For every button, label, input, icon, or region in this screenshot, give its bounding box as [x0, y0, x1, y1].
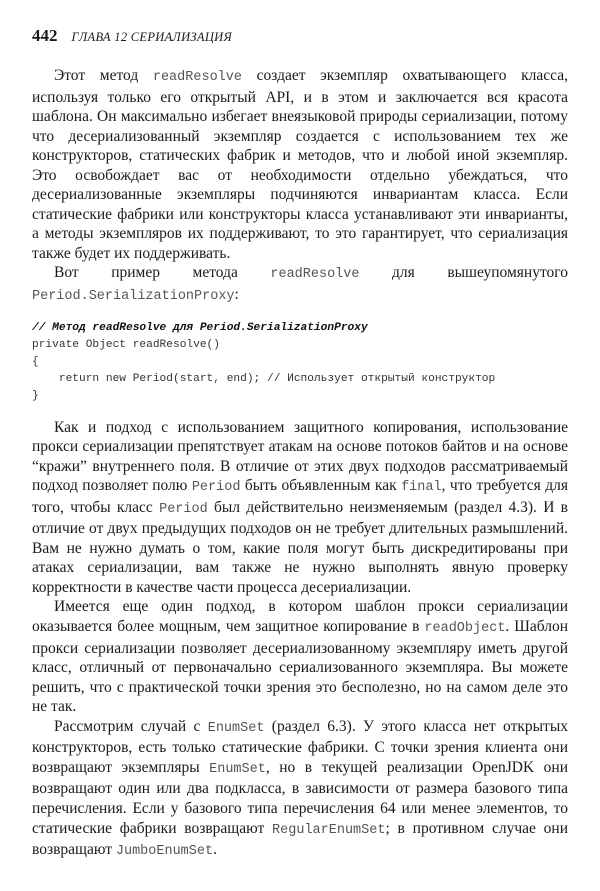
text: ; в противном случае они возвращают [32, 819, 568, 859]
inline-code: EnumSet [207, 720, 265, 736]
text: Как и подход с использованием защитного копирования, использование прокси сериализации препятствует атакам на основе потоков байтов и на основе “кражи” внутреннего поля. В отличие от этих двух подходов рассматриваемый подход позволяет полю [32, 418, 568, 495]
paragraph-4 [32, 597, 568, 716]
text: . [213, 841, 217, 859]
inline-code: readResolve [270, 267, 360, 283]
paragraph-5 [32, 717, 568, 862]
text: Этот метод [54, 67, 153, 84]
inline-code: Period.SerializationProxy [32, 289, 235, 305]
page-body [32, 66, 568, 862]
page-number: 442 [32, 26, 58, 45]
text: быть объявленным как [240, 477, 402, 495]
paragraph-3 [32, 418, 568, 598]
inline-code: EnumSet [209, 761, 266, 777]
text: Имеется еще один подход, в котором шаблон прокси сериализации оказывается более мощным, чем защитное копирование в [32, 598, 568, 636]
paragraph-1 [32, 66, 568, 263]
code-listing [32, 320, 568, 405]
paragraph-2 [32, 263, 568, 306]
text: . Шаблон прокси сериализации позволяет десериализованному экземпляру иметь другой класс, отличный от первоначально сериализованного экземпляра. Вы можете решить, что с практической точки зрения это бесполезно, но на самом деле это не так. [32, 618, 568, 716]
text: создает экземпляр охватывающего класса, используя только его открытый API, и в этом и заключается вся красота шаблона. Он максимально избегает внеязыковой природы сериализации, потому что десериализованный экземпляр создается с использованием тех же конструкторов, статических фабрик и методов, что и любой иной экземпляр. Это освобождает вас от необходимости отдельно убеждаться, что десериализованные экземпляры подчиняются инвариантам класса. Если статические фабрики или конструкторы класса устанавливают эти инварианты, а методы экземпляров их поддерживают, то это гарантирует, что сериализация также будет их поддерживать. [32, 67, 568, 262]
text: : [234, 286, 239, 304]
text: , что требуется для того, чтобы класс [32, 477, 569, 516]
inline-code: Period [191, 480, 241, 496]
text: был действительно неизменяемым (раздел 4.3). И в отличие от двух предыдущих подходов он не требует длительных размышлений. Вам не нужно думать о том, какие поля могут быть дискредитированы при атаках сериализации, вам также не нужно выполнять явную проверку корректности в качестве части процесса десериализации. [32, 498, 568, 596]
inline-code: Period [159, 501, 208, 517]
inline-code: RegularEnumSet [272, 822, 386, 838]
inline-code: readResolve [152, 70, 242, 85]
text: , но в текущей реализации OpenJDK они возвращают один или два подкласса, в зависимости от размера базового типа перечисления. Если у базового типа перечисления 64 или менее элементов, то статические фабрики возвращают [32, 758, 568, 837]
inline-code: JumboEnumSet [115, 844, 214, 860]
text: (раздел 6.3). У этого класса нет открытых конструкторов, есть только статические фабрики. С точки зрения клиента они возвращают экземпляры [32, 717, 568, 776]
text: Рассмотрим случай с [54, 717, 208, 735]
text: для вышеупомянутого [359, 264, 569, 282]
code-line: private Object readResolve() [32, 338, 220, 351]
inline-code: readObject [424, 621, 506, 637]
code-line: { [32, 355, 39, 368]
code-line: } [32, 389, 39, 402]
code-comment: // Метод readResolve для Period.SerializationProxy [32, 321, 368, 334]
inline-code: final [401, 480, 442, 496]
running-header [32, 26, 232, 46]
text: Вот пример метода [54, 264, 271, 282]
chapter-title: ГЛАВА 12 СЕРИАЛИЗАЦИЯ [71, 30, 232, 44]
code-line: return new Period(start, end); // Использует открытый конструктор [32, 372, 496, 385]
